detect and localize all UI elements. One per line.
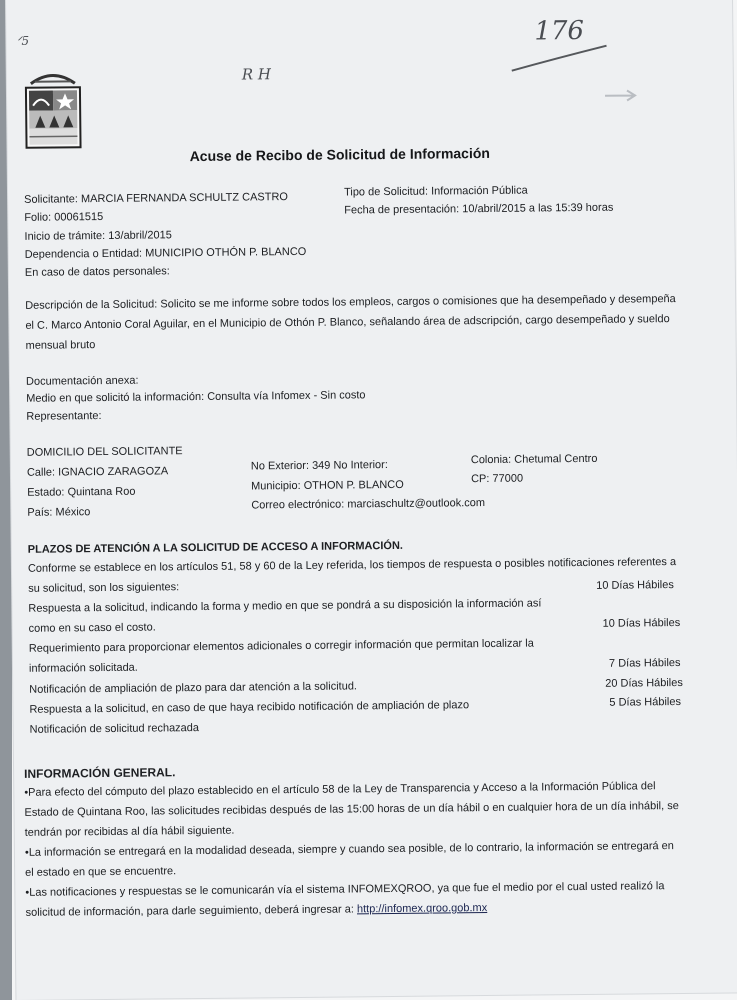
pais-value: México [55,506,91,519]
descripcion-text-2: el C. Marco Antonio Coral Aguilar, en el Municipio de Othón P. Blanco, señalando área de adscripción, cargo desempeñado y sueldo [25,313,670,332]
cp-value: 77000 [492,472,524,485]
documentacion-anexa-label: Documentación anexa: [25,374,139,388]
tipo-solicitud-label: Tipo de Solicitud: [343,185,429,199]
descripcion-label: Descripción de la Solicitud: [25,298,158,312]
inicio-tramite-label: Inicio de trámite: [24,229,106,243]
infomex-link[interactable]: http://infomex.qroo.gob.mx [356,902,488,916]
dependencia-row [25,246,307,261]
estado-row [27,486,135,499]
plazo-item-2-line-1: Requerimiento para proporcionar elementos adicionales o corregir información que permitan localizar la [28,637,534,655]
cp-label: CP: [470,472,490,486]
info-general-line-6: •Las notificaciones y respuestas se le comunicarán vía el sistema INFOMEXQROO, ya que fue el medio por el cual usted realizó la [25,880,665,899]
correo-value: marciaschultz@outlook.com [347,497,486,511]
info-general-heading: INFORMACIÓN GENERAL. [24,765,176,781]
descripcion-line-1 [25,293,676,312]
correo-row [251,497,485,511]
tipo-solicitud-row [344,185,528,199]
no-interior-label: No Interior: [333,459,388,472]
plazo-item-1-line-1: Respuesta a la solicitud, indicando la forma y medio en que se pondrá a su disposición la información así [28,597,542,615]
no-exterior-value: 349 [311,459,331,472]
pais-row [27,506,90,519]
medio-row [26,389,365,405]
solicitante-label: Solicitante: [24,193,78,206]
descripcion-text-1: Solicito se me informe sobre todos los empleos, cargos o comisiones que ha desempeñado y desempeña [160,293,676,311]
descripcion-text-3: mensual bruto [25,339,96,352]
coat-of-arms-logo [23,69,84,158]
solicitante-value: MARCIA FERNANDA SCHULTZ CASTRO [80,191,289,206]
folio-label: Folio: [24,211,52,224]
correo-label: Correo electrónico: [251,498,345,512]
plazo-item-5-days: 5 Días Hábiles [609,695,681,709]
dependencia-label: Dependencia o Entidad: [24,247,143,261]
estado-value: Quintana Roo [67,485,136,499]
plazos-intro-2: su solicitud, son los siguientes: [28,581,180,595]
info-general-line-5: el estado en que se encuentre. [25,865,177,879]
plazo-item-2-line-2: información solicitada. [28,661,138,675]
fecha-presentacion-value: 10/abril/2015 a las 15:39 horas [462,201,614,216]
dependencia-value: MUNICIPIO OTHÓN P. BLANCO [145,245,307,260]
colonia-value: Chetumal Centro [514,452,598,466]
cp-row [471,473,523,486]
plazo-item-2-days: 10 Días Hábiles [602,616,681,630]
inicio-tramite-value: 13/abril/2015 [108,229,172,242]
plazo-item-1-line-2: como en su caso el costo. [28,621,156,635]
handwritten-folio-number: 176 [534,15,585,47]
representante-label: Representante: [26,410,102,423]
fecha-presentacion-label: Fecha de presentación: [344,203,460,217]
colonia-row [471,453,598,466]
folio-value: 00061515 [54,210,104,224]
pais-label: País: [27,506,53,519]
folio-row [24,211,103,224]
medio-label: Medio en que solicitó la información: [26,390,205,405]
arrow-right-icon [603,87,643,103]
plazo-item-3-line-1: Notificación de ampliación de plazo para dar atención a la solicitud. [29,680,358,696]
info-general-line-3: tendrán por recibidas al día hábil siguiente. [24,824,235,839]
calle-value: IGNACIO ZARAGOZA [58,465,169,479]
info-general-line-4: •La información se entregará en la modalidad deseada, siempre y cuando sea posible, de lo contrario, la información se entregará en [24,840,674,859]
municipio-value: OTHON P. BLANCO [303,478,404,492]
no-exterior-label: No Exterior: [250,459,310,473]
estado-label: Estado: [27,486,65,499]
calle-label: Calle: [26,466,56,479]
plazo-item-1-days: 10 Días Hábiles [596,579,674,592]
plazo-item-3-days: 7 Días Hábiles [608,656,681,670]
tipo-solicitud-value: Información Pública [431,184,528,198]
plazos-intro-1: Conforme se establece en los artículos 51, 58 y 60 de la Ley referida, los tiempos de respuesta o posibles notificaciones referentes a [27,556,677,575]
municipio-label: Municipio: [251,479,301,493]
medio-value: Consulta vía Infomex - Sin costo [207,389,366,403]
solicitante-row [24,191,288,206]
no-exterior-row [251,459,388,472]
info-general-line-2: Estado de Quintana Roo, las solicitudes recibidas después de las 15:00 horas de un día hábil o en cualquier hora de un día inhábil, se [24,799,679,819]
plazo-item-4-line-1: Respuesta a la solicitud, en caso de que haya recibido notificación de ampliación de plazo [29,699,470,716]
info-general-line-1: •Para efecto del cómputo del plazo establecido en el artículo 58 de la Ley de Transparencia y Acceso a la Información Pública del [24,780,656,799]
inicio-tramite-row [24,229,171,243]
handwritten-initials: R H [241,65,272,84]
document-page [6,0,737,1000]
domicilio-heading: DOMICILIO DEL SOLICITANTE [26,445,183,459]
page-title: Acuse de Recibo de Solicitud de Información [189,144,490,165]
handwritten-mark-left: ᐟ5 [16,33,30,48]
datos-personales-label: En caso de datos personales: [24,265,170,279]
fecha-presentacion-row [344,202,613,217]
municipio-row [251,479,404,493]
handwritten-underline [506,38,616,79]
info-general-line-7 [25,902,487,919]
calle-row [27,465,168,478]
colonia-label: Colonia: [470,453,512,467]
plazos-heading: PLAZOS DE ATENCIÓN A LA SOLICITUD DE ACCESO A INFORMACIÓN. [27,539,404,556]
info-general-line-7-text: solicitud de información, para darle seguimiento, deberá ingresar a: [25,903,354,919]
plazo-item-5-line-1: Notificación de solicitud rechazada [29,722,200,736]
plazo-item-4-days: 20 Días Hábiles [605,676,683,690]
